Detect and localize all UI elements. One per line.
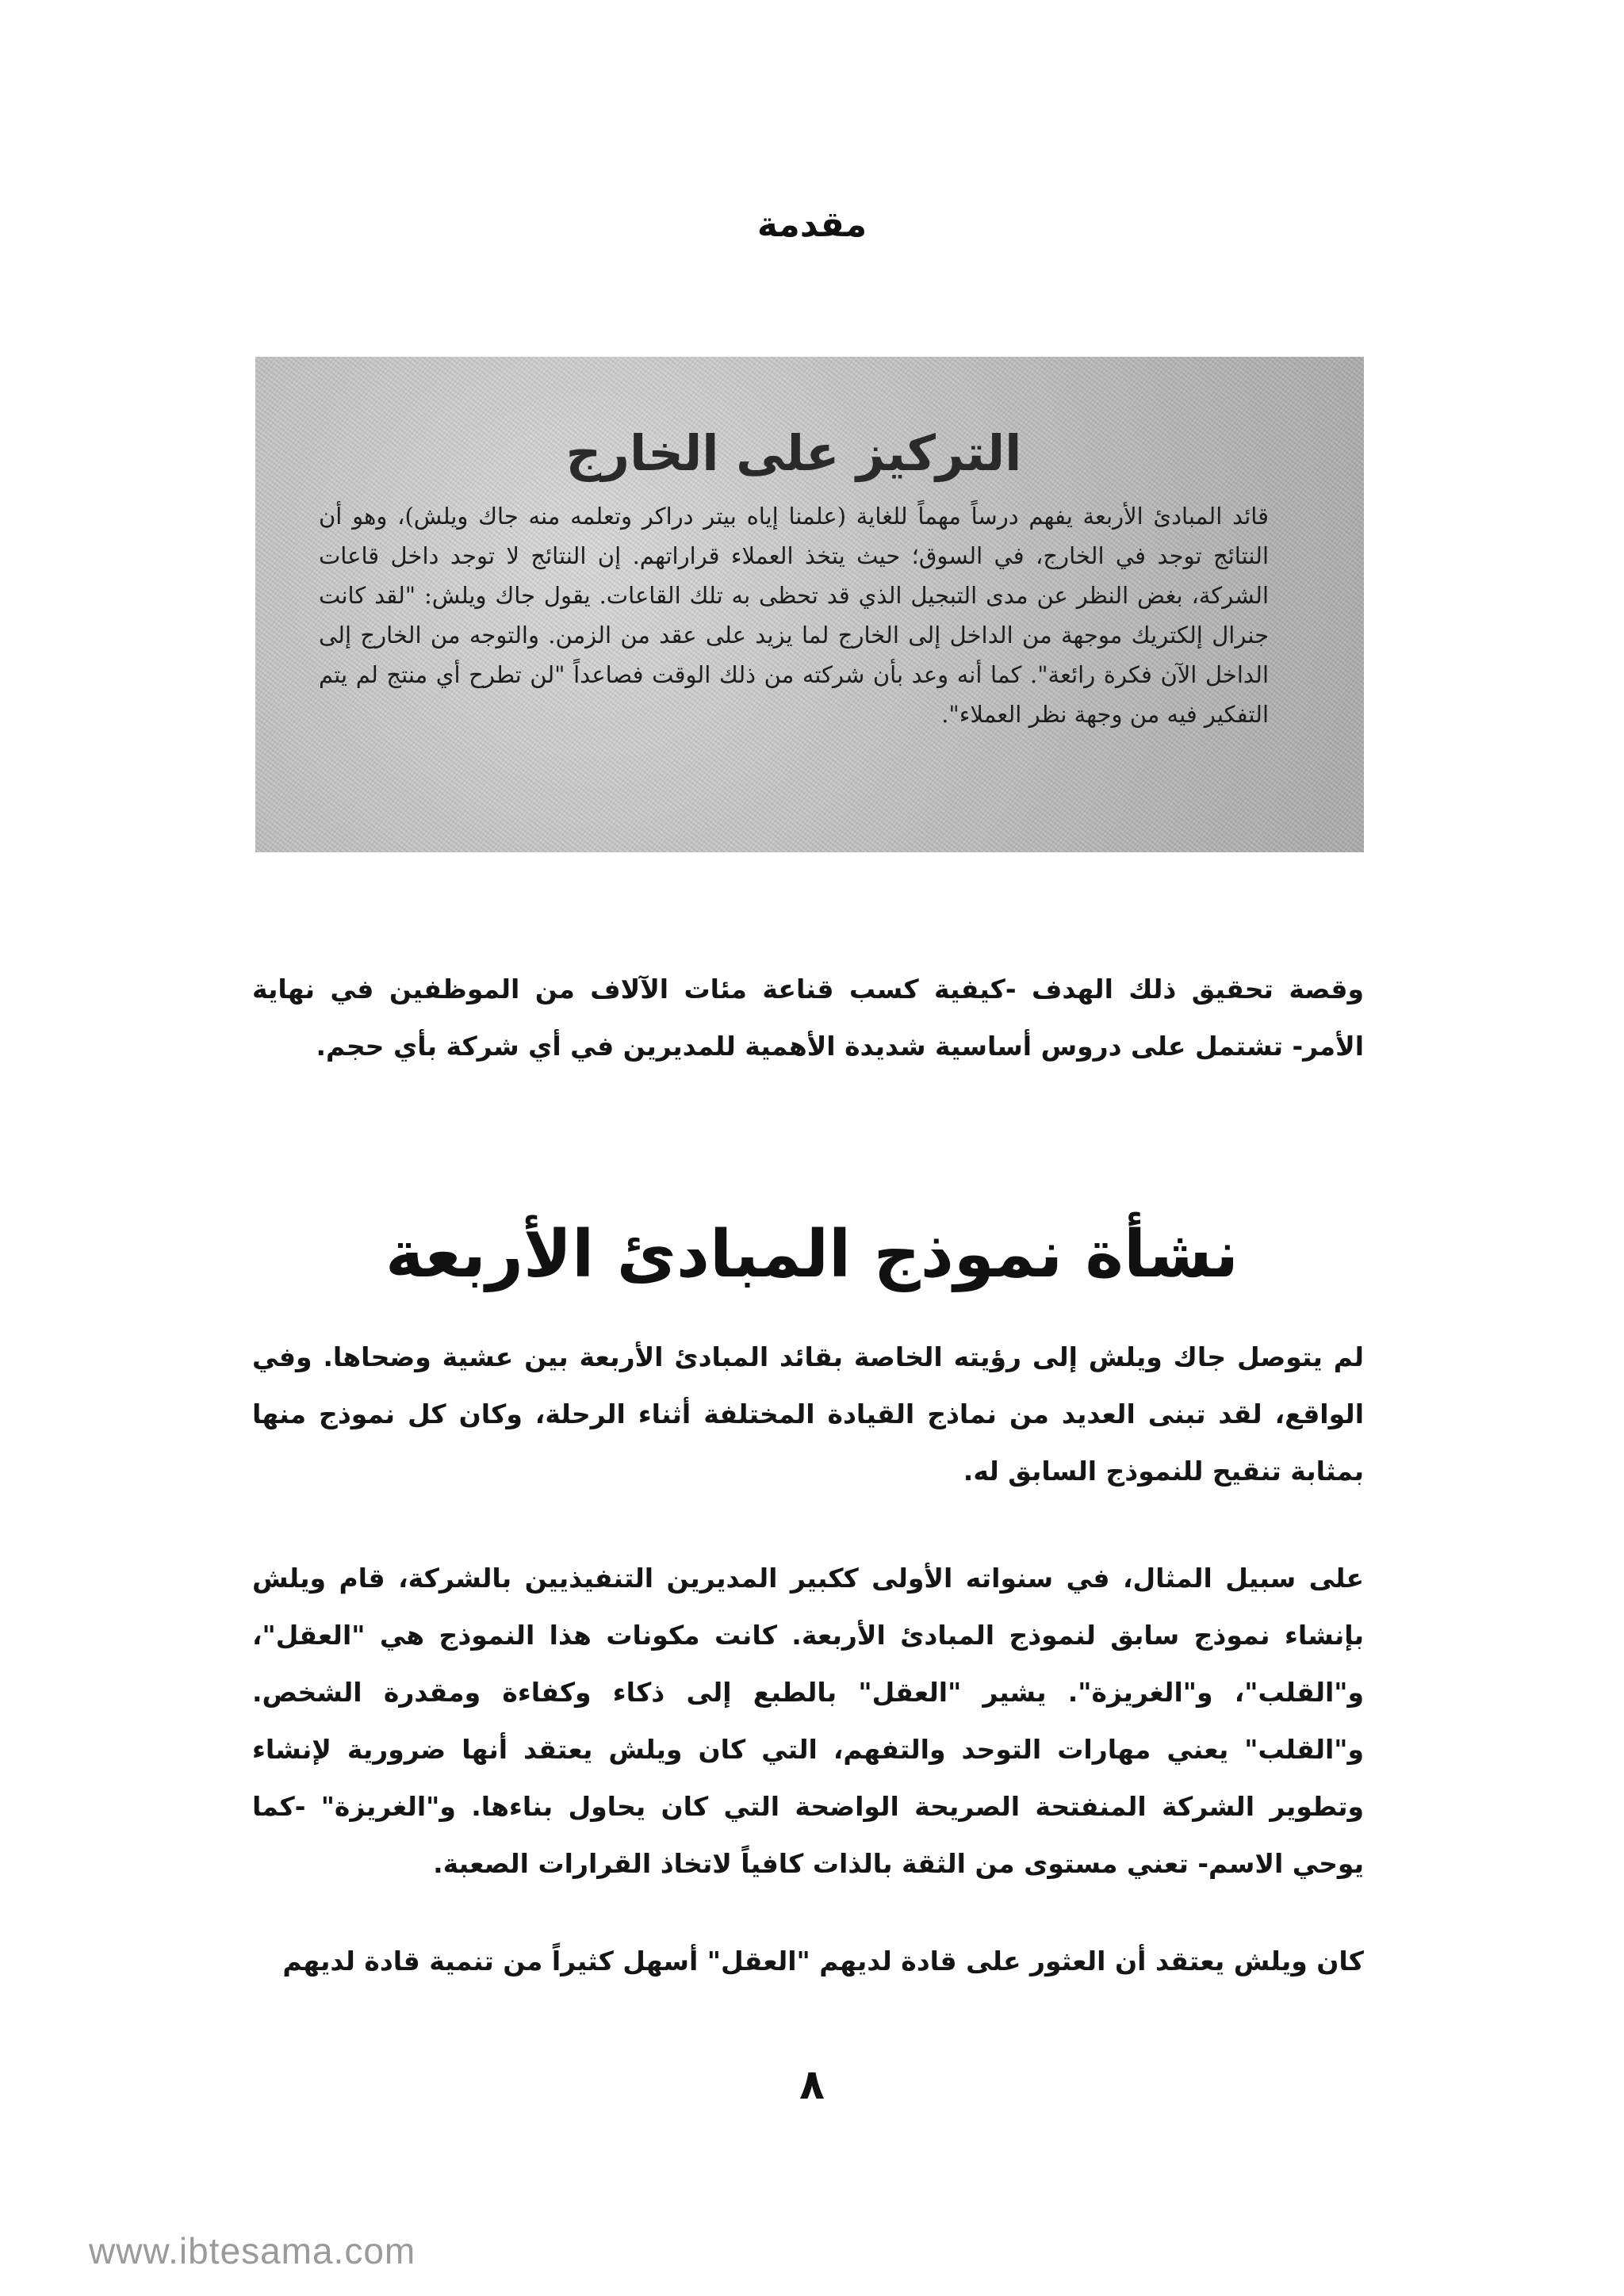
running-head: مقدمة <box>756 205 868 245</box>
sidebar-box <box>255 357 1364 852</box>
paragraph-4: كان ويلش يعتقد أن العثور على قادة لديهم "العقل" أسهل كثيراً من تنمية قادة لديهم <box>282 1946 1364 1976</box>
paragraph-2: لم يتوصل جاك ويلش إلى رؤيته الخاصة بقائد المبادئ الأربعة بين عشية وضحاها. وفي الواقع، لقد تبنى العديد من نماذج القيادة المختلفة أثناء الرحلة، وكان كل نموذج منها بمثابة تنقيح للنموذج السابق له. <box>252 1341 1364 1487</box>
sidebar-body: قائد المبادئ الأربعة يفهم درساً مهماً للغاية (علمنا إياه بيتر دراكر وتعلمه منه جاك ويلش)، وهو أن النتائج توجد في الخارج، في السوق؛ حيث يتخذ العملاء قراراتهم. إن النتائج لا توجد داخل قاعات الشركة، بغض النظر عن مدى التبجيل الذي قد تحظى به تلك القاعات. يقول جاك ويلش: "لقد كانت جنرال إلكتريك موجهة من الداخل إلى الخارج لما يزيد على عقد من الزمن. والتوجه من الخارج إلى الداخل الآن فكرة رائعة". كما أنه وعد بأن شركته من ذلك الوقت فصاعداً "لن تطرح أي منتج لم يتم التفكير فيه من وجهة نظر العملاء". <box>319 503 1269 728</box>
watermark-url: www.ibtesama.com <box>89 2230 416 2271</box>
paragraph-3: على سبيل المثال، في سنواته الأولى ككبير المديرين التنفيذيين بالشركة، قام ويلش بإنشاء نموذج سابق لنموذج المبادئ الأربعة. كانت مكونات هذا النموذج هي "العقل"، و"القلب"، و"الغريزة". يشير "العقل" بالطبع إلى ذكاء وكفاءة ومقدرة الشخص. و"القلب" يعني مهارات التوحد والتفهم، التي كان ويلش يعتقد أنها ضرورية لإنشاء وتطوير الشركة المنفتحة الصريحة الواضحة التي كان يحاول بناءها. و"الغريزة" -كما يوحي الاسم- تعني مستوى من الثقة بالذات كافياً لاتخاذ القرارات الصعبة. <box>252 1563 1364 1879</box>
page-number: ٨ <box>799 2061 825 2109</box>
sidebar-title: التركيز على الخارج <box>565 424 1022 482</box>
section-heading: نشأة نموذج المبادئ الأربعة <box>385 1217 1239 1292</box>
paragraph-1: وقصة تحقيق ذلك الهدف -كيفية كسب قناعة مئات الآلاف من الموظفين في نهاية الأمر- تشتمل على دروس أساسية شديدة الأهمية للمديرين في أي شركة بأي حجم. <box>252 974 1364 1062</box>
